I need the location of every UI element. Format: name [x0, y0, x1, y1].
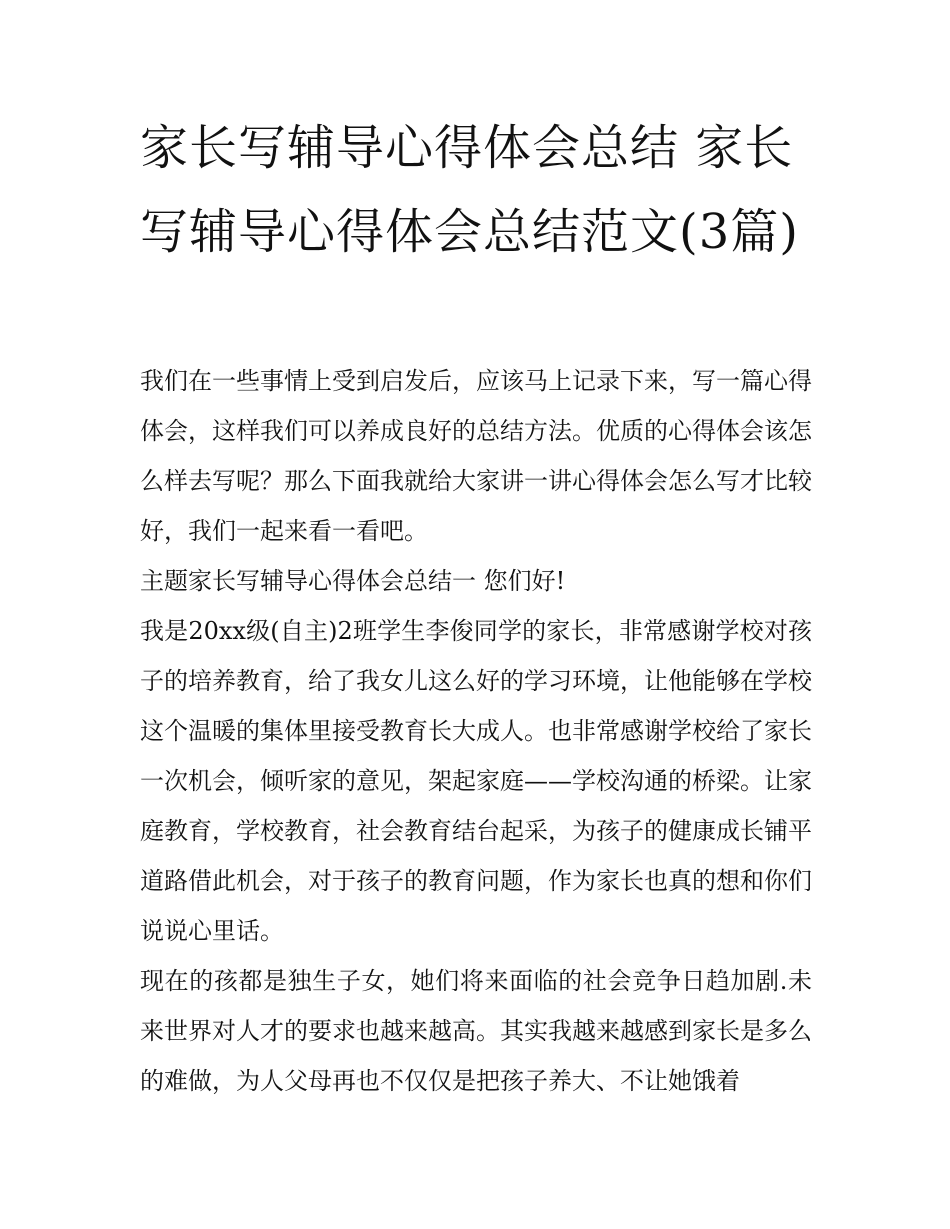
body-paragraph: 现在的孩都是独生子女，她们将来面临的社会竞争日趋加剧.未来世界对人才的要求也越来越高。其实我越来越感到家长是多么的难做，为人父母再也不仅仅是把孩子养大、不让她饿着	[140, 967, 812, 1095]
document-title: 家长写辅导心得体会总结 家长写辅导心得体会总结范文(3篇)	[140, 120, 799, 260]
document-body	[140, 356, 812, 1106]
section-heading-paragraph: 主题家长写辅导心得体会总结一 您们好!	[140, 567, 566, 595]
intro-paragraph: 我们在一些事情上受到启发后，应该马上记录下来，写一篇心得体会，这样我们可以养成良好的总结方法。优质的心得体会该怎么样去写呢？那么下面我就给大家讲一讲心得体会怎么写才比较好，我们一起来看一看吧。	[140, 367, 812, 545]
body-paragraph: 我是20xx级(自主)2班学生李俊同学的家长，非常感谢学校对孩子的培养教育，给了我女儿这么好的学习环境，让他能够在学校这个温暖的集体里接受教育长大成人。也非常感谢学校给了家长一次机会，倾听家的意见，架起家庭——学校沟通的桥梁。让家庭教育，学校教育，社会教育结台起采，为孩子的健康成长铺平道路借此机会，对于孩子的教育问题，作为家长也真的想和你们说说心里话。	[140, 617, 812, 945]
